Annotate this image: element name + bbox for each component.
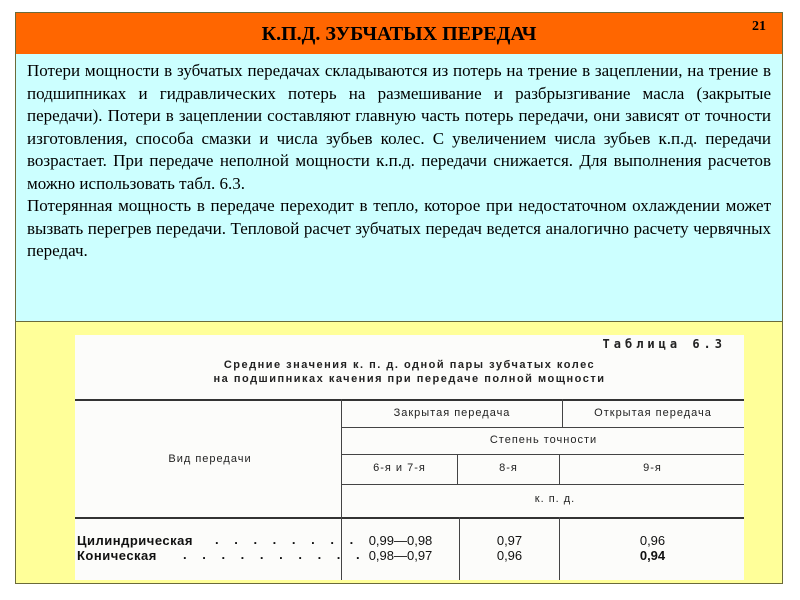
col-type-header: Вид передачи xyxy=(168,453,252,465)
accuracy-6-7: 6-я и 7-я xyxy=(373,462,426,474)
table-title-line-2: на подшипниках качения при передаче полной мощности xyxy=(213,373,606,385)
page-number: 21 xyxy=(752,19,766,34)
efficiency-table xyxy=(75,335,744,580)
table-rule-3 xyxy=(341,484,744,485)
paragraph-2: Потерянная мощность в передаче переходит в тепло, которое при недостаточном охлаждении может вызвать перегрев передачи. Тепловой расчет зубчатых передач ведется аналогично расчету червячных передач. xyxy=(27,196,771,260)
open-header: Открытая передача xyxy=(594,407,712,419)
row-conical-v3: 0,94 xyxy=(639,548,666,563)
row-conical-v1: 0,98—0,97 xyxy=(368,548,433,563)
table-vrule-4 xyxy=(559,454,560,484)
text-box xyxy=(16,54,782,322)
row-conical-dots: . . . . . . . . . . xyxy=(183,547,366,562)
table-vrule-2 xyxy=(562,399,563,427)
table-rule-top xyxy=(75,399,744,401)
paragraph-1: Потери мощности в зубчатых передачах складываются из потерь на трение в зацеплении, на трение в подшипниках и гидравлических потерь на размешивание и разбрызгивание масла (закрытые передачи). Потери в зацеплении составляют главную часть потерь передачи, они зависят от точности изготовления, способа смазки и числа зубьев колес. С увеличением числа зубьев к.п.д. передачи возрастает. При передаче неполной мощности к.п.д. передачи снижается. Для выполнения расчетов можно использовать табл. 6.3. xyxy=(27,61,771,193)
row-cylindrical-v1: 0,99—0,98 xyxy=(368,533,433,548)
kpd-header: к. п. д. xyxy=(534,493,576,505)
slide-header xyxy=(16,13,782,55)
row-conical-v2: 0,96 xyxy=(496,548,523,563)
accuracy-9: 9-я xyxy=(643,462,662,474)
table-title-line-1: Средние значения к. п. д. одной пары зубчатых колес xyxy=(223,359,596,371)
slide xyxy=(15,12,783,584)
table-rule-2 xyxy=(341,454,744,455)
row-cylindrical-v3: 0,96 xyxy=(639,533,666,548)
row-conical-name: Коническая xyxy=(77,548,157,563)
slide-title: К.П.Д. ЗУБЧАТЫХ ПЕРЕДАЧ xyxy=(261,23,537,45)
closed-header: Закрытая передача xyxy=(393,407,511,419)
accuracy-8: 8-я xyxy=(499,462,518,474)
table-rule-header-bottom xyxy=(75,517,744,519)
row-cylindrical-v2: 0,97 xyxy=(496,533,523,548)
accuracy-header: Степень точности xyxy=(489,434,598,446)
table-rule-1 xyxy=(341,427,744,428)
row-cylindrical-dots: . . . . . . . . xyxy=(215,532,360,547)
table-caption: Таблица 6.3 xyxy=(602,337,726,351)
table-vrule-3 xyxy=(457,454,458,484)
table-vrule-6 xyxy=(559,517,560,580)
row-cylindrical-name: Цилиндрическая xyxy=(77,533,193,548)
